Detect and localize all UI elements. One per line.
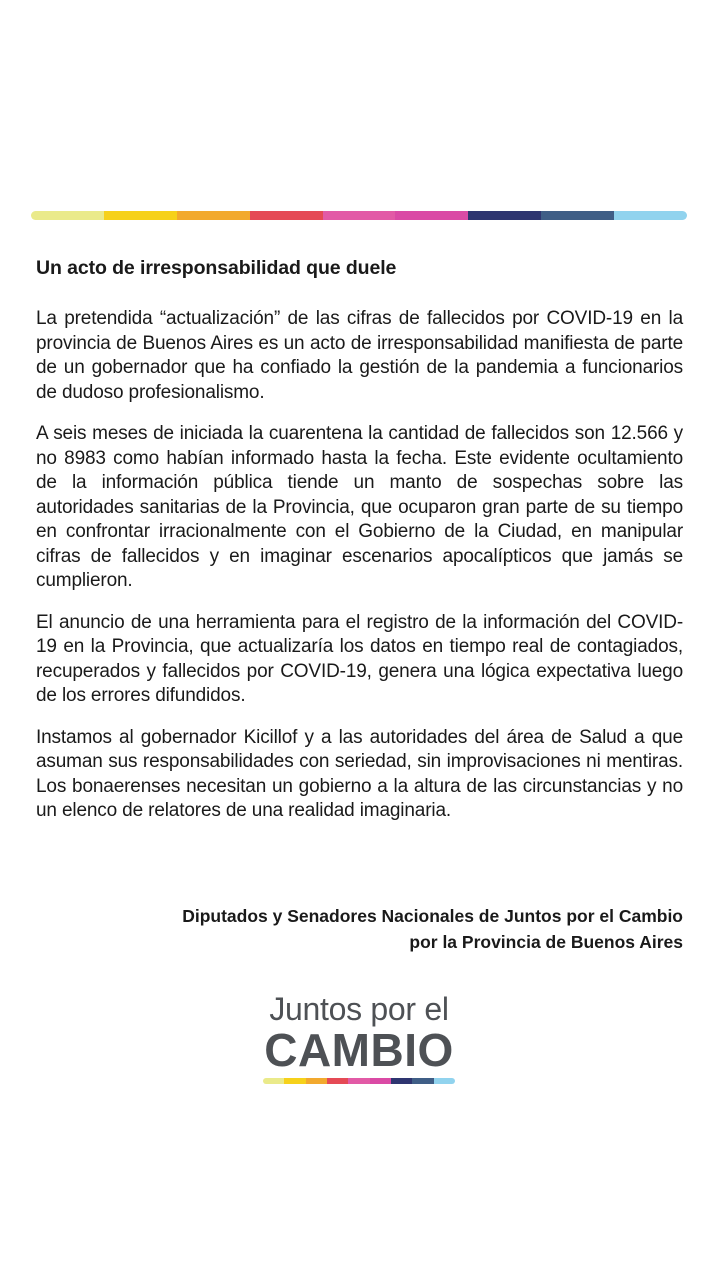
- stripe-segment: [177, 211, 250, 220]
- stripe-segment: [323, 211, 396, 220]
- stripe-segment: [434, 1078, 455, 1084]
- logo-text-bottom: CAMBIO: [264, 1024, 454, 1076]
- stripe-segment: [284, 1078, 305, 1084]
- paragraph: El anuncio de una herramienta para el registro de la información del COVID-19 en la Provincia, que actualizaría los datos en tiempo real de contagiados, recuperados y fallecidos por COVID-19, genera una lógica expectativa luego de los errores difundidos.: [36, 611, 683, 706]
- party-logo: [249, 990, 469, 1084]
- stripe-segment: [250, 211, 323, 220]
- stripe-segment: [412, 1078, 433, 1084]
- signature-line: por la Provincia de Buenos Aires: [409, 932, 683, 952]
- paragraph: A seis meses de iniciada la cuarentena la cantidad de fallecidos son 12.566 y no 8983 como habían informado hasta la fecha. Este evidente ocultamiento de la información pública tiende un manto de sospechas sobre las autoridades sanitarias de la Provincia, que ocuparon gran parte de su tiempo en confrontar irracionalmente con el Gobierno de la Ciudad, en manipular cifras de fallecidos y en imaginar escenarios apocalípticos que jamás se cumplieron.: [36, 423, 683, 591]
- statement-title: Un acto de irresponsabilidad que duele: [36, 257, 397, 279]
- logo-text-top: Juntos por el: [269, 991, 449, 1027]
- stripe-segment: [263, 1078, 284, 1084]
- stripe-segment: [541, 211, 614, 220]
- stripe-segment: [31, 211, 104, 220]
- stripe-segment: [348, 1078, 369, 1084]
- stripe-segment: [370, 1078, 391, 1084]
- stripe-segment: [306, 1078, 327, 1084]
- paragraph: Instamos al gobernador Kicillof y a las autoridades del área de Salud a que asuman sus responsabilidades con seriedad, sin improvisaciones ni mentiras. Los bonaerenses necesitan un gobierno a la altura de las circunstancias y no un elenco de relatores de una realidad imaginaria.: [36, 726, 683, 821]
- top-color-stripe: [31, 211, 687, 220]
- statement-body: [36, 253, 683, 841]
- signature-block: [36, 903, 683, 955]
- stripe-segment: [614, 211, 687, 220]
- stripe-segment: [391, 1078, 412, 1084]
- logo-color-stripe: [263, 1078, 455, 1084]
- stripe-segment: [104, 211, 177, 220]
- stripe-segment: [468, 211, 541, 220]
- stripe-segment: [395, 211, 468, 220]
- paragraph: La pretendida “actualización” de las cifras de fallecidos por COVID-19 en la provincia de Buenos Aires es un acto de irresponsabilidad manifiesta de parte de un gobernador que ha confiado la gestión de la pandemia a funcionarios de dudoso profesionalismo.: [36, 308, 683, 403]
- stripe-segment: [327, 1078, 348, 1084]
- signature-line: Diputados y Senadores Nacionales de Juntos por el Cambio: [182, 906, 683, 926]
